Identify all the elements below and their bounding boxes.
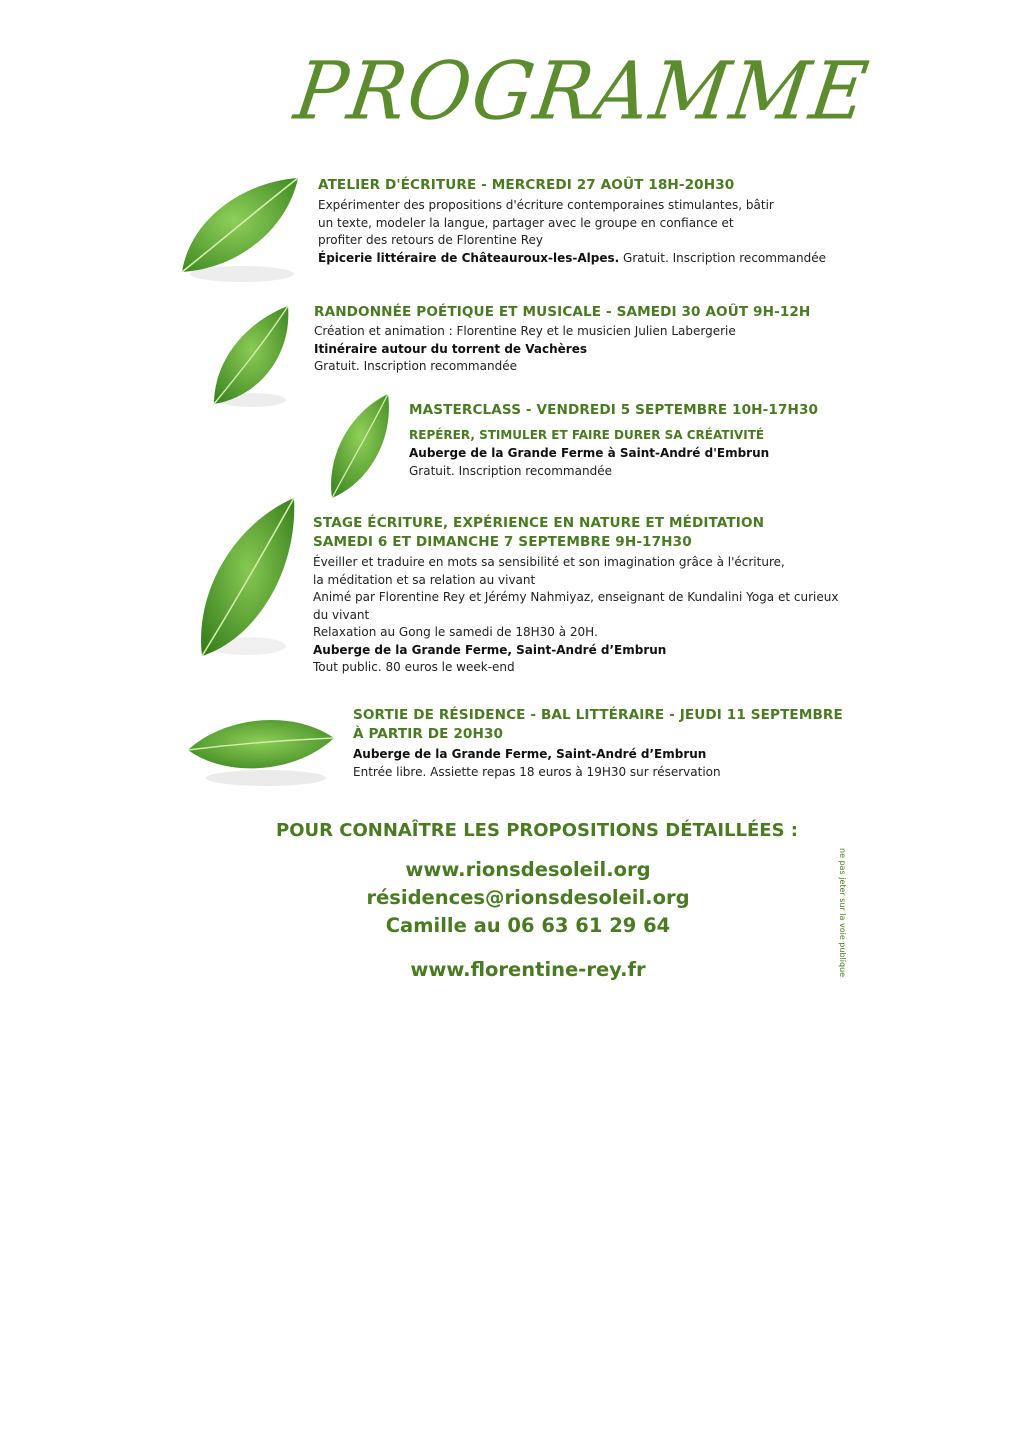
email-link[interactable]: résidences@rionsdesoleil.org [366,886,690,909]
leaf-icon [326,390,396,502]
event-line: du vivant [313,607,370,622]
event-atelier [318,176,826,267]
event-subtitle: REPÉRER, STIMULER ET FAIRE DURER SA CRÉATIVITÉ [409,428,765,442]
event-line: profiter des retours de Florentine Rey [318,233,543,247]
event-title: ATELIER D'ÉCRITURE - MERCREDI 27 AOÛT 18H-20H30 [318,177,735,193]
event-line: la méditation et sa relation au vivant [313,572,536,587]
event-line: Relaxation au Gong le samedi de 18H30 à 20H. [313,625,598,639]
event-line: Expérimenter des propositions d'écriture contemporaines stimulantes, bâtir [318,198,774,212]
event-after: Entrée libre. Assiette repas 18 euros à 19H30 sur réservation [353,764,721,779]
event-stage [313,514,838,677]
event-place: Auberge de la Grande Ferme à Saint-André d'Embrun [409,446,770,460]
event-place-after: Gratuit. Inscription recommandée [619,250,826,265]
event-line: Création et animation : Florentine Rey et le musicien Julien Labergerie [314,324,736,338]
event-place: Auberge de la Grande Ferme, Saint-André d’Embrun [313,642,667,657]
event-title: MASTERCLASS - VENDREDI 5 SEPTEMBRE 10H-17H30 [409,402,819,418]
vertical-note: ne pas jeter sur la voie publique [838,848,847,978]
website2-link[interactable]: www.florentine-rey.fr [410,958,646,981]
leaf-icon [186,708,338,792]
event-place: Itinéraire autour du torrent de Vachères [314,341,587,356]
website-link[interactable]: www.rionsdesoleil.org [405,858,651,881]
phone-contact: Camille au 06 63 61 29 64 [385,914,671,937]
event-title-date: SAMEDI 6 ET DIMANCHE 7 SEPTEMBRE 9H-17H30 [313,534,692,550]
event-line: Éveiller et traduire en mots sa sensibilité et son imagination grâce à l'écriture, [313,555,785,569]
event-line: Animé par Florentine Rey et Jérémy Nahmiyaz, enseignant de Kundalini Yoga et curieux [313,590,839,604]
event-title: RANDONNÉE POÉTIQUE ET MUSICALE - SAMEDI 30 AOÛT 9H-12H [314,304,811,320]
event-after: Tout public. 80 euros le week-end [313,660,515,674]
event-title: STAGE ÉCRITURE, EXPÉRIENCE EN NATURE ET MÉDITATION [313,515,765,531]
event-place-line [318,250,826,268]
event-randonnee [314,303,810,376]
event-masterclass [409,401,818,480]
event-after: Gratuit. Inscription recommandée [409,463,612,478]
leaf-icon [194,492,302,660]
page-title: PROGRAMME [289,43,876,138]
event-title: SORTIE DE RÉSIDENCE - BAL LITTÉRAIRE - JEUDI 11 SEPTEMBRE [353,707,843,723]
event-place: Auberge de la Grande Ferme, Saint-André d’Embrun [353,747,707,761]
leaf-icon [172,170,306,288]
leaf-icon [206,300,296,412]
event-title-time: À PARTIR DE 20H30 [353,726,504,742]
event-after: Gratuit. Inscription recommandée [314,359,517,373]
event-sortie [353,706,843,781]
event-place: Épicerie littéraire de Châteauroux-les-Alpes. [318,250,620,265]
info-heading: POUR CONNAÎTRE LES PROPOSITIONS DÉTAILLÉES : [276,820,798,841]
event-line: un texte, modeler la langue, partager avec le groupe en confiance et [318,215,734,230]
